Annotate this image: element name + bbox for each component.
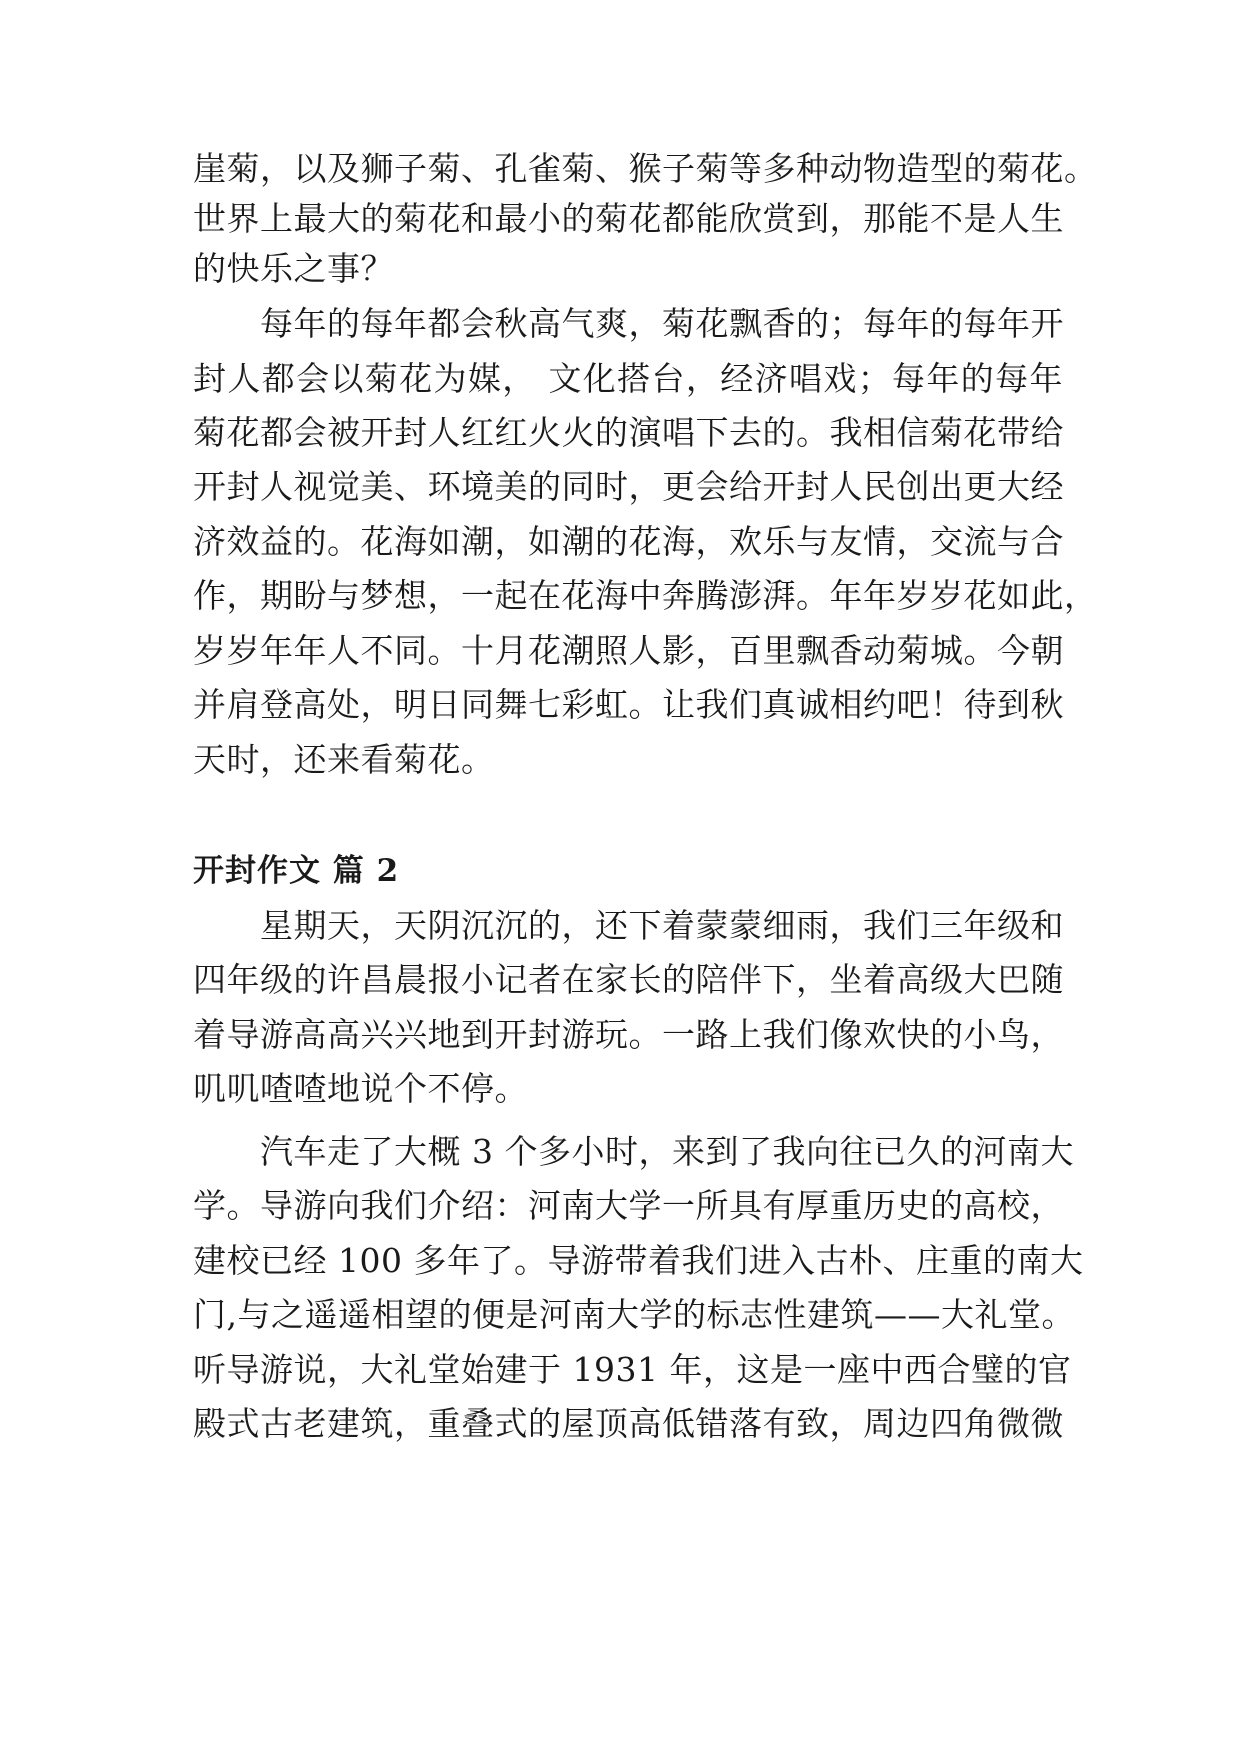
paragraph-4-line-5: 听导游说，大礼堂始建于 1931 年，这是一座中西合璧的官 bbox=[193, 1350, 1072, 1389]
paragraph-1-line-1: 崖菊，以及狮子菊、孔雀菊、猴子菊等多种动物造型的菊花。 bbox=[193, 149, 1098, 188]
paragraph-2-line-3: 菊花都会被开封人红红火火的演唱下去的。我相信菊花带给 bbox=[193, 413, 1064, 452]
paragraph-3-line-2: 四年级的许昌晨报小记者在家长的陪伴下，坐着高级大巴随 bbox=[193, 960, 1064, 999]
paragraph-2-line-5: 济效益的。花海如潮，如潮的花海，欢乐与友情，交流与合 bbox=[193, 522, 1064, 561]
paragraph-2-line-1: 每年的每年都会秋高气爽，菊花飘香的；每年的每年开 bbox=[260, 304, 1064, 343]
paragraph-2-line-9: 天时，还来看菊花。 bbox=[193, 740, 495, 779]
paragraph-4-line-6: 殿式古老建筑，重叠式的屋顶高低错落有致，周边四角微微 bbox=[193, 1404, 1064, 1443]
paragraph-2-line-4: 开封人视觉美、环境美的同时，更会给开封人民创出更大经 bbox=[193, 467, 1064, 506]
paragraph-3-line-4: 叽叽喳喳地说个不停。 bbox=[193, 1069, 528, 1108]
paragraph-4-line-3: 建校已经 100 多年了。导游带着我们进入古朴、庄重的南大 bbox=[193, 1241, 1084, 1280]
paragraph-3-line-3: 着导游高高兴兴地到开封游玩。一路上我们像欢快的小鸟， bbox=[193, 1015, 1064, 1054]
paragraph-4-line-2: 学。导游向我们介绍：河南大学一所具有厚重历史的高校， bbox=[193, 1186, 1064, 1225]
paragraph-3-line-1: 星期天，天阴沉沉的，还下着蒙蒙细雨，我们三年级和 bbox=[260, 906, 1064, 945]
section-heading: 开封作文 篇 2 bbox=[193, 853, 400, 889]
paragraph-2-line-2: 封人都会以菊花为媒， 文化搭台，经济唱戏；每年的每年 bbox=[193, 359, 1063, 398]
paragraph-2-line-6: 作，期盼与梦想，一起在花海中奔腾澎湃。年年岁岁花如此， bbox=[193, 576, 1098, 615]
paragraph-4-line-1: 汽车走了大概 3 个多小时，来到了我向往已久的河南大 bbox=[260, 1132, 1074, 1171]
paragraph-1-line-2: 世界上最大的菊花和最小的菊花都能欣赏到，那能不是人生 bbox=[193, 199, 1064, 238]
paragraph-2-line-7: 岁岁年年人不同。十月花潮照人影，百里飘香动菊城。今朝 bbox=[193, 631, 1064, 670]
paragraph-2-line-8: 并肩登高处，明日同舞七彩虹。让我们真诚相约吧！待到秋 bbox=[193, 685, 1064, 724]
paragraph-4-line-4: 门,与之遥遥相望的便是河南大学的标志性建筑——大礼堂。 bbox=[193, 1295, 1075, 1334]
paragraph-1-line-3: 的快乐之事？ bbox=[193, 249, 394, 288]
